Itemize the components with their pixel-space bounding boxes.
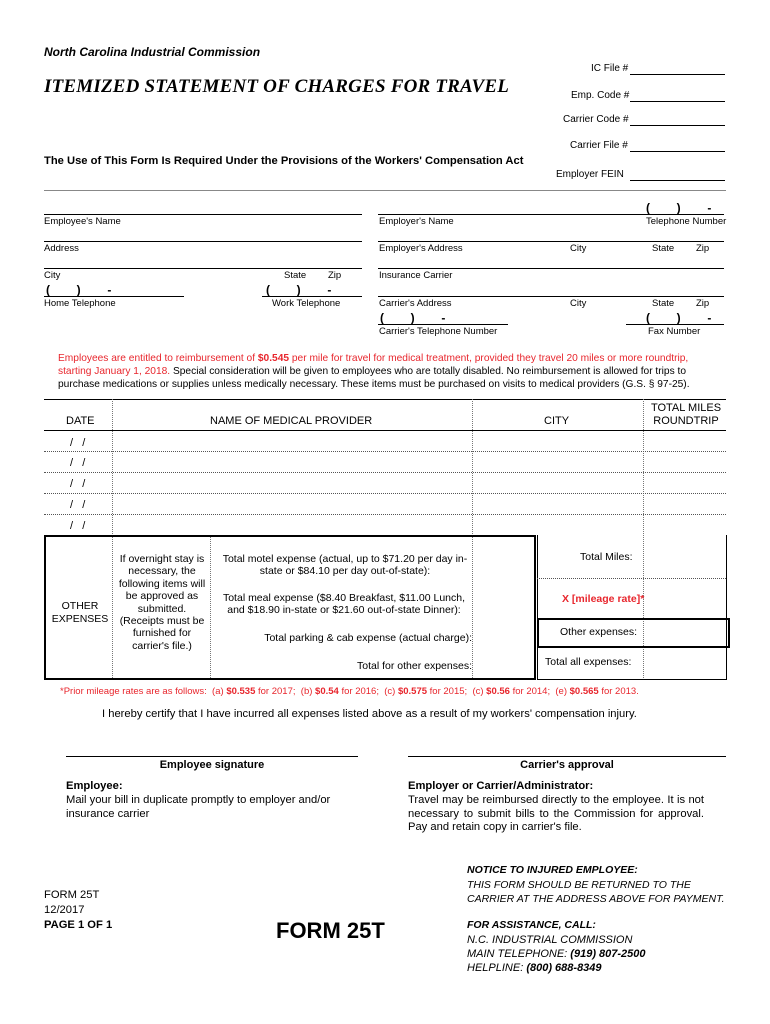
employee-signature-line[interactable]	[66, 756, 358, 757]
carrier-file-label: Carrier File #	[570, 140, 628, 151]
address-label: Address	[44, 243, 79, 254]
telephone-label: Telephone Number	[646, 216, 727, 227]
prior-mileage-rates	[60, 686, 639, 697]
motel-expense-label: Total motel expense (actual, up to $71.20 per day in-state or $84.10 per day out-of-state):	[222, 553, 468, 578]
footer-date: 12/2017	[44, 904, 85, 916]
header-divider	[44, 190, 726, 191]
fax-mask: ( ) -	[646, 311, 712, 325]
mileage-rate-label: X [mileage rate]*	[562, 593, 645, 605]
insurance-carrier-label: Insurance Carrier	[379, 270, 453, 281]
assist-head: FOR ASSISTANCE, CALL:	[467, 919, 596, 931]
row-divider-4	[44, 514, 726, 515]
employer-instructions-head: Employer or Carrier/Administrator:	[408, 780, 594, 792]
totals-right-edge	[726, 535, 727, 680]
carrier-state-label: State	[652, 298, 675, 309]
header-row-bottom	[44, 430, 726, 431]
employer-fein-label: Employer FEIN	[556, 169, 624, 180]
rate-2014-text: for 2014; (e)	[509, 686, 570, 697]
work-phone-mask: ( ) -	[266, 283, 332, 297]
home-phone-mask: ( ) -	[46, 283, 112, 297]
insurance-carrier-field[interactable]	[378, 268, 724, 269]
totals-bottom	[537, 679, 726, 680]
form-subtitle: The Use of This Form Is Required Under the Provisions of the Workers' Compensation Act	[44, 155, 524, 167]
work-phone-field[interactable]	[262, 296, 362, 297]
employer-phone-mask: ( ) -	[646, 201, 712, 215]
total-other-label: Total for other expenses:	[357, 660, 472, 672]
rate-2013-text: for 2013.	[598, 686, 639, 697]
rate-2014: $0.56	[486, 686, 510, 697]
prior-rates-lead: *Prior mileage rates are as follows: (a)	[60, 686, 227, 697]
total-miles-label: Total Miles:	[580, 551, 633, 563]
employee-instructions: Mail your bill in duplicate promptly to employer and/or insurance carrier	[66, 794, 331, 820]
emp-code-field[interactable]	[630, 88, 725, 102]
totals-div-1	[537, 578, 726, 579]
emp-code-label: Emp. Code #	[571, 90, 630, 101]
reimbursement-notice	[58, 352, 718, 391]
date-placeholder-4[interactable]: / /	[70, 499, 86, 511]
rate-2016-text: for 2016; (c)	[338, 686, 398, 697]
employer-name-field[interactable]	[378, 214, 724, 215]
carrier-zip-label: Zip	[696, 298, 710, 309]
ic-file-label: IC File #	[591, 63, 629, 74]
carrier-approval-line[interactable]	[408, 756, 726, 757]
parking-expense-label: Total parking & cab expense (actual charge):	[264, 632, 472, 644]
employer-state-label: State	[652, 243, 675, 254]
main-telephone	[467, 948, 646, 960]
state-label: State	[284, 270, 307, 281]
home-phone-field[interactable]	[44, 296, 184, 297]
col-divider-2	[472, 399, 473, 536]
header-miles: TOTAL MILES ROUNDTRIP	[650, 402, 722, 427]
other-divider-1	[112, 537, 113, 678]
totals-col-mid	[643, 535, 644, 680]
fax-label: Fax Number	[648, 326, 701, 337]
date-placeholder-3[interactable]: / /	[70, 478, 86, 490]
header-provider: NAME OF MEDICAL PROVIDER	[210, 415, 373, 427]
carrier-city-label: City	[570, 298, 587, 309]
employee-name-field[interactable]	[44, 214, 362, 215]
employee-signature-label: Employee signature	[159, 759, 265, 771]
helpline-number[interactable]: (800) 688-8349	[526, 962, 602, 974]
overnight-note: If overnight stay is necessary, the following items will be approved as submitted. (Receipts must be furnished for carrier's file.)	[118, 553, 206, 652]
carrier-approval-label: Carrier's approval	[520, 759, 614, 771]
zip-label: Zip	[328, 270, 342, 281]
col-divider-3	[643, 399, 644, 536]
row-divider-2	[44, 472, 726, 473]
helpline	[467, 962, 602, 974]
fax-field[interactable]	[626, 324, 724, 325]
notice-head: NOTICE TO INJURED EMPLOYEE:	[467, 864, 638, 876]
employer-name-label: Employer's Name	[379, 216, 454, 227]
city-label: City	[44, 270, 61, 281]
carrier-address-field[interactable]	[378, 296, 724, 297]
header-city: CITY	[544, 415, 570, 427]
rate-2013: $0.565	[569, 686, 599, 697]
employee-instructions-head: Employee:	[66, 780, 123, 792]
rate-2017: $0.535	[226, 686, 256, 697]
amount-col-left	[472, 537, 473, 678]
big-form-number: FORM 25T	[276, 918, 385, 943]
other-divider-2	[210, 537, 211, 678]
rate-2015: $0.575	[397, 686, 428, 697]
meal-expense-label: Total meal expense ($8.40 Breakfast, $11.00 Lunch, and $18.90 in-state or $21.60 out-of-state Dinner):	[222, 592, 466, 617]
totals-col-left	[537, 535, 538, 680]
employee-name-label: Employee's Name	[44, 216, 121, 227]
notice-rate: $0.545	[257, 353, 290, 364]
other-expenses-label: OTHER EXPENSES	[51, 600, 109, 625]
home-phone-label: Home Telephone	[44, 298, 116, 309]
form-title: ITEMIZED STATEMENT OF CHARGES FOR TRAVEL	[44, 76, 510, 97]
footer-page: PAGE 1 OF 1	[44, 919, 113, 931]
certification-statement: I hereby certify that I have incurred all expenses listed above as a result of my workers' compensation injury.	[102, 708, 637, 720]
work-phone-label: Work Telephone	[272, 298, 341, 309]
other-expenses-total-label: Other expenses:	[560, 626, 638, 638]
employer-fein-field[interactable]	[630, 167, 725, 181]
employer-city-label: City	[570, 243, 587, 254]
carrier-address-label: Carrier's Address	[379, 298, 452, 309]
assist-org: N.C. INDUSTRIAL COMMISSION	[467, 934, 633, 946]
notice-part-3: Special consideration will be given to employees who are totally disabled. No reimbursement is allowed for trips to purchase medications or supplies unless medically necessary. These items must be purchased on visits to medical providers (G.S. § 97-25).	[58, 366, 690, 390]
main-telephone-label: MAIN TELEPHONE:	[467, 948, 571, 960]
carrier-phone-field[interactable]	[378, 324, 508, 325]
notice-part-1: Employees are entitled to reimbursement of	[58, 353, 258, 364]
header-date: DATE	[66, 415, 95, 427]
main-telephone-number[interactable]: (919) 807-2500	[570, 948, 646, 960]
ic-file-field[interactable]	[630, 61, 725, 75]
date-placeholder-1[interactable]: / /	[70, 437, 86, 449]
employer-zip-label: Zip	[696, 243, 710, 254]
rate-2016: $0.54	[315, 686, 339, 697]
employer-instructions: Travel may be reimbursed directly to the employee. It is not necessary to submit bills to the Commission for approval. Pay and retain copy in carrier's file.	[408, 794, 704, 833]
footer-form-id: FORM 25T	[44, 889, 100, 901]
employer-address-field[interactable]	[378, 241, 724, 242]
carrier-phone-mask: ( ) -	[380, 311, 446, 325]
total-all-label: Total all expenses:	[545, 656, 632, 668]
notice-text: THIS FORM SHOULD BE RETURNED TO THE CARRIER AT THE ADDRESS ABOVE FOR PAYMENT.	[467, 879, 725, 905]
employer-address-label: Employer's Address	[379, 243, 463, 254]
carrier-code-field[interactable]	[630, 112, 725, 126]
rate-2015-text: for 2015; (c)	[427, 686, 487, 697]
rate-2017-text: for 2017; (b)	[255, 686, 316, 697]
carrier-phone-label: Carrier's Telephone Number	[379, 326, 498, 337]
notice-part-2: per mile for travel for medical treatment, provided they travel 20 miles or more roundtrip, starting January 1, 2018.	[58, 353, 689, 377]
address-field[interactable]	[44, 241, 362, 242]
table-top	[44, 399, 726, 400]
agency-name: North Carolina Industrial Commission	[44, 45, 261, 59]
carrier-code-label: Carrier Code #	[563, 114, 629, 125]
date-placeholder-5[interactable]: / /	[70, 520, 86, 532]
col-divider-1	[112, 399, 113, 536]
city-field[interactable]	[44, 268, 362, 269]
row-divider-3	[44, 493, 726, 494]
helpline-label: HELPLINE:	[467, 962, 527, 974]
row-divider-1	[44, 451, 726, 452]
date-placeholder-2[interactable]: / /	[70, 457, 86, 469]
carrier-file-field[interactable]	[630, 138, 725, 152]
